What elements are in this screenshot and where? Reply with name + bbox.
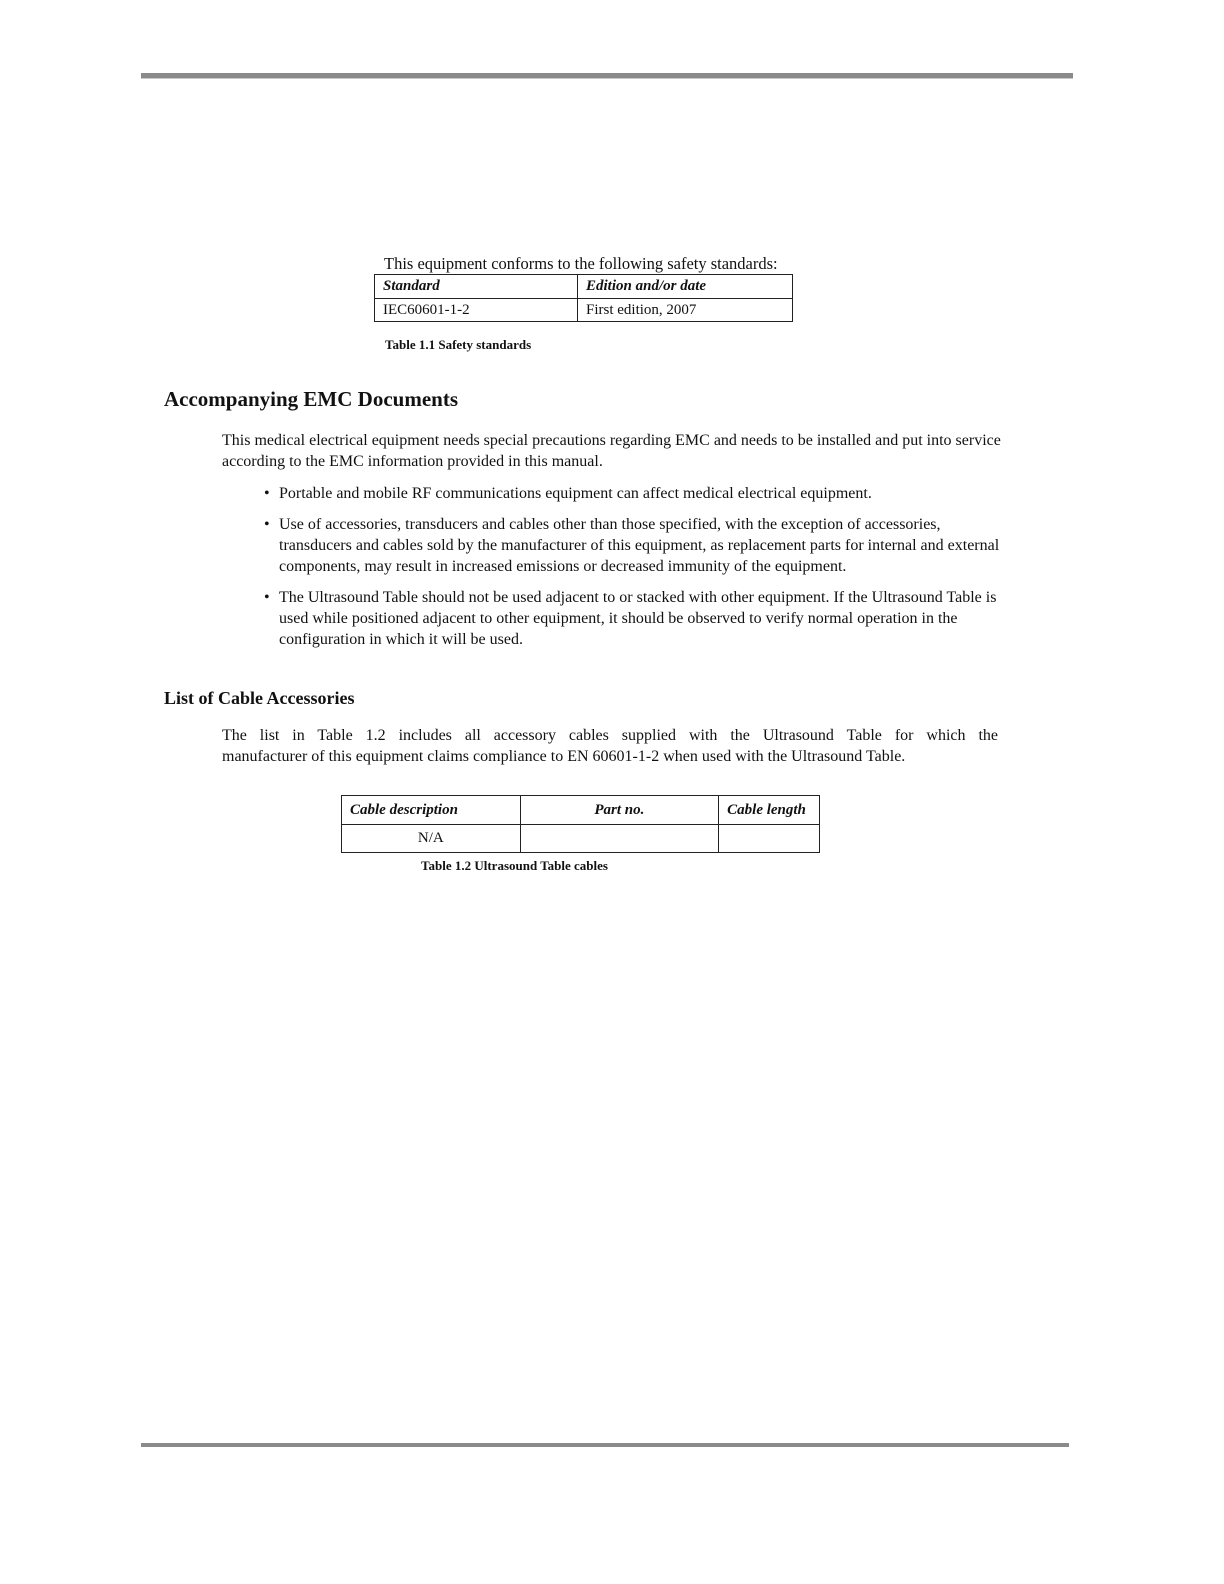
cable-accessories-table [341,795,820,853]
emc-paragraph: This medical electrical equipment needs special precautions regarding EMC and needs to be installed and put into service according to the EMC information provided in this manual. [222,432,1001,470]
cables-paragraph-line1: The list in Table 1.2 includes all accessory cables supplied with the Ultrasound Table for which the [222,727,998,744]
safety-standards-table [374,274,793,322]
cables-heading: List of Cable Accessories [164,688,355,708]
cables-paragraph-line2: manufacturer of this equipment claims compliance to EN 60601-1-2 when used with the Ultrasound Table. [222,748,906,765]
emc-bullet-list [262,483,1004,660]
cell-standard: IEC60601-1-2 [375,299,578,322]
list-item: • Portable and mobile RF communications equipment can affect medical electrical equipment. [262,483,1004,504]
header-standard: Standard [375,275,578,299]
safety-intro: This equipment conforms to the following safety standards: [384,254,778,273]
table-caption-cables: Table 1.2 Ultrasound Table cables [421,858,608,873]
table-row [375,299,793,322]
cables-paragraph [222,725,998,767]
table-row [342,825,820,853]
cell-edition: First edition, 2007 [578,299,793,322]
cell-cable-length [719,825,820,853]
header-cable-description: Cable description [342,796,521,825]
header-part-no: Part no. [520,796,718,825]
table-header-row [375,275,793,299]
table-header-row [342,796,820,825]
list-item: • Use of accessories, transducers and cables other than those specified, with the exception of accessories, transducers and cables sold by the manufacturer of this equipment, as replacement parts for internal and external components, may result in increased emissions or decreased immunity of the equipment. [262,514,1004,577]
header-cable-length: Cable length [719,796,820,825]
cell-cable-description: N/A [342,825,521,853]
footer-rule [141,1443,1069,1447]
emc-heading: Accompanying EMC Documents [164,387,458,411]
cell-part-no [520,825,718,853]
table-caption-safety: Table 1.1 Safety standards [385,337,532,352]
list-item: • The Ultrasound Table should not be used adjacent to or stacked with other equipment. If the Ultrasound Table is used while positioned adjacent to other equipment, it should be observed to verify normal operation in the configuration in which it will be used. [262,587,1004,650]
header-rule [141,73,1073,79]
header-edition: Edition and/or date [578,275,793,299]
